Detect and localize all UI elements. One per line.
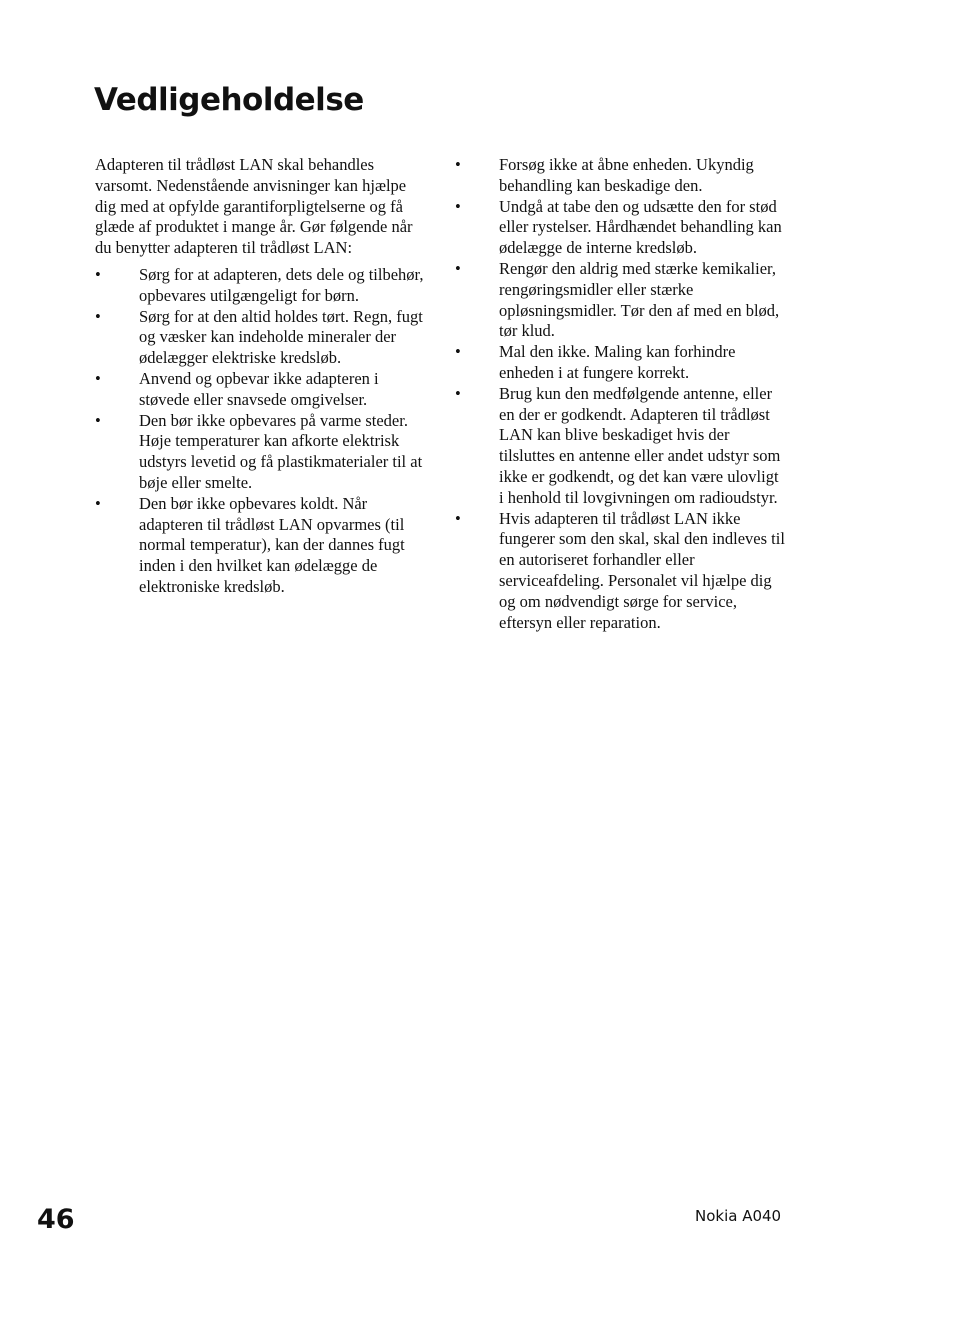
list-item [455,384,785,509]
list-item-text: Undgå at tabe den og udsætte den for stød eller rystelser. Hårdhændet behandling kan ødelægge de interne kredsløb. [499,196,782,258]
left-column [95,155,425,598]
page-number: 46 [37,1204,75,1235]
list-item-text: Forsøg ikke at åbne enheden. Ukyndig behandling kan beskadige den. [499,155,754,195]
bullet-icon: • [455,155,461,174]
bullet-icon: • [455,258,461,278]
list-item [95,307,425,369]
list-item-text: Den bør ikke opbevares koldt. Når adapteren til trådløst LAN opvarmes (til normal temperatur), kan der dannes fugt inden i den hvilket kan ødelægge de elektroniske kredsløb. [139,493,405,596]
list-item [455,155,785,197]
list-item-text: Sørg for at den altid holdes tørt. Regn, fugt og væsker kan indeholde mineraler der ødelægger elektriske kredsløb. [139,306,423,368]
bullet-icon: • [95,493,101,513]
bullet-icon: • [95,264,101,284]
bullet-icon: • [95,410,101,430]
bullet-icon: • [95,368,101,388]
list-item [455,259,785,342]
list-item-text: Rengør den aldrig med stærke kemikalier, rengøringsmidler eller stærke opløsningsmidler. Tør den af med en blød, tør klud. [499,258,780,341]
bullet-icon: • [95,306,101,326]
list-item [455,197,785,259]
list-item-text: Hvis adapteren til trådløst LAN ikke fungerer som den skal, skal den indleves til en autoriseret forhandler eller serviceafdeling. Personalet vil hjælpe dig og om nødvendigt sørge for service, eftersyn eller reparation. [499,508,785,632]
list-item-text: Sørg for at adapteren, dets dele og tilbehør, opbevares utilgængeligt for børn. [139,264,424,305]
bullet-icon: • [455,383,461,403]
list-item-text: Den bør ikke opbevares på varme steder. Høje temperaturer kan afkorte elektrisk udstyrs levetid og få plastikmaterialer til at bøje eller smelte. [139,410,423,492]
list-item-text: Brug kun den medfølgende antenne, eller en der er godkendt. Adapteren til trådløst LAN kan blive beskadiget hvis der tilsluttes en antenne eller andet udstyr som ikke er godkendt, og det kan være ulovligt i henhold til lovgivningen om radioudstyr. [499,383,781,507]
right-column [455,155,785,633]
list-item [95,265,425,307]
page-title: Vedligeholdelse [94,82,364,118]
bullet-icon: • [455,508,461,528]
bullet-icon: • [455,342,461,362]
bullet-icon: • [455,196,461,216]
product-name: Nokia A040 [695,1207,782,1225]
list-item [95,494,425,598]
right-bullet-list [455,155,785,633]
left-bullet-list [95,265,425,598]
list-item [95,369,425,411]
list-item [95,411,425,494]
intro-paragraph: Adapteren til trådløst LAN skal behandles varsomt. Nedenstående anvisninger kan hjælpe dig med at opfylde garantiforpligtelserne og få glæde af produktet i mange år. Gør følgende når du benytter adapteren til trådløst LAN: [95,155,413,258]
list-item-text: Mal den ikke. Maling kan forhindre enheden i at fungere korrekt. [499,342,736,382]
list-item [455,509,785,634]
list-item-text: Anvend og opbevar ikke adapteren i støvede eller snavsede omgivelser. [139,368,379,409]
list-item [455,342,785,384]
